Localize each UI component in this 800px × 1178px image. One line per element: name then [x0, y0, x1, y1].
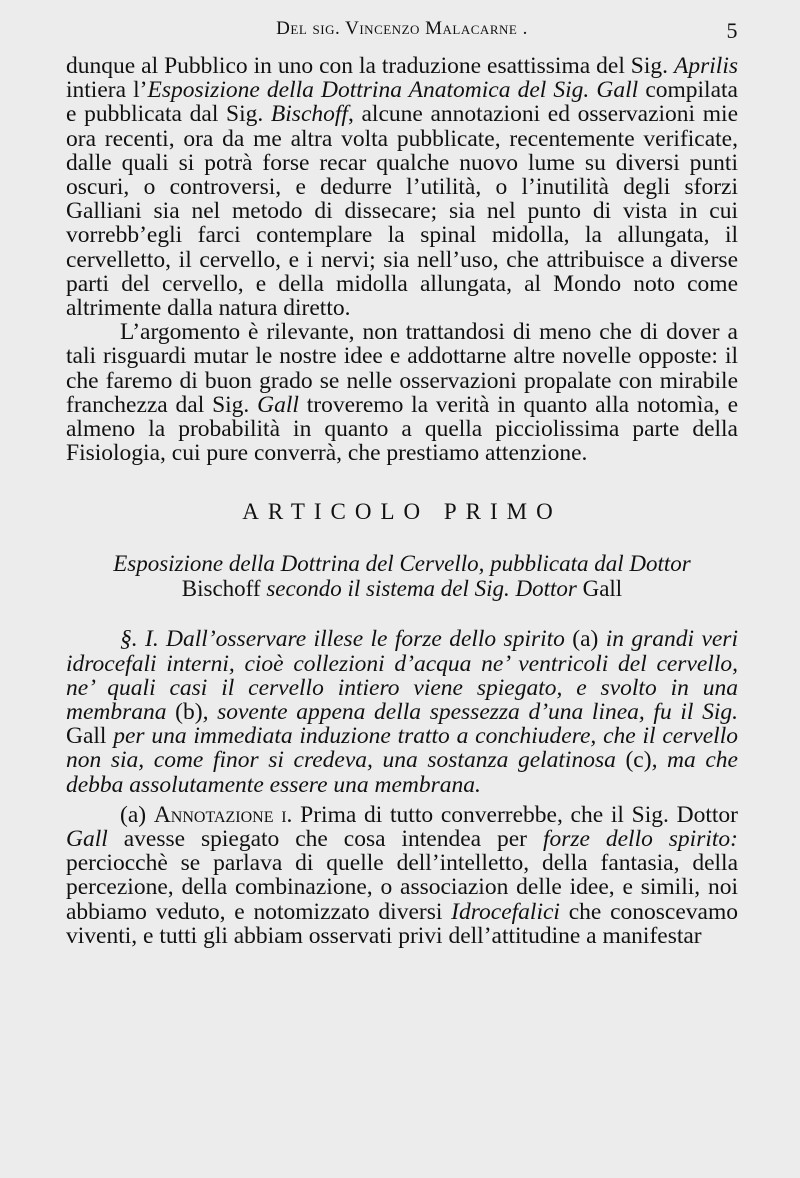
text-run: avesse spiegato che cosa intendea per: [107, 826, 543, 853]
italic-term: Idrocefalici: [451, 898, 560, 925]
name-gall: Gall: [66, 723, 107, 750]
text-run: dunque al Pubblico in uno con la traduzione esattissima del Sig.: [66, 53, 675, 79]
annotation-marker: (a): [120, 801, 154, 828]
subtitle-name-bischoff: Bischoff: [181, 576, 261, 602]
annotation-label: Annotazione i.: [153, 801, 293, 828]
page-number: 5: [726, 18, 738, 43]
running-title: Del sig. Vincenzo Malacarne .: [276, 18, 528, 39]
text-run: per una immediata induzione tratto a conchiudere, che il cervello non sia, come finor si credeva, una sostanza gelatinosa: [66, 723, 738, 774]
italic-name-aprilis: Aprilis: [674, 53, 738, 79]
intro-paragraph: [66, 54, 738, 320]
page-header: [66, 18, 738, 48]
subtitle-text: Esposizione della Dottrina del Cervello, pubblicata dal Dottor: [113, 551, 691, 577]
italic-name-bischoff: Bischoff: [270, 101, 348, 128]
footnote-ref-a: (a): [572, 626, 599, 653]
text-run: , alcune annotazioni ed osservazioni mie ora recenti, ora da me altra volta pubblicate, recentemente verificate, dalle quali si potrà forse recar qualche nuovo lume su diversi punti oscuri, o controversi, e dedurre l’utilità, o l’inutilità degli sforzi Galliani sia nel metodo di dissecare; sia nel punto di vista in cui vorrebb’egli farci contemplare la spinal midolla, la allungata, il cervelletto, il cervello, e i nervi; sia nell’uso, che attribuisce a diverse parti del cervello, e della midolla allungata, al Mondo noto come altrimente dalla natura diretto.: [66, 101, 738, 322]
text-run: compilata e pubblicata dal Sig.: [66, 77, 738, 128]
text-run: che conoscevamo viventi, e tutti gli abbiam osservati privi dell’attitudine a manifestar: [66, 898, 738, 949]
italic-phrase: forze dello spirito:: [542, 826, 738, 853]
text-run: troveremo la verità in quanto alla notomìa, e almeno la probabilità in quanto a quella picciolissima parte della Fisiologia, cui pure converrà, che prestiamo attenzione.: [66, 391, 738, 467]
second-paragraph: [66, 320, 738, 465]
article-heading: ARTICOLO PRIMO: [242, 499, 562, 525]
text-run: perciocchè se parlava di quelle dell’intelletto, della fantasia, della percezione, della combinazione, o associazion delle idee, e simili, noi abbiamo veduto, e notomizzato diversi: [66, 850, 738, 925]
italic-work-title: Esposizione della Dottrina Anatomica del Sig. Gall: [147, 77, 639, 104]
footnote-ref-c: (c): [625, 747, 652, 774]
footnote-ref-b: (b): [175, 699, 203, 726]
italic-name-gall: Gall: [257, 391, 299, 418]
text-run: in grandi veri idrocefali interni, cioè collezioni d’acqua ne’ ventricoli del cervello, ne’ quali casi il cervello intiero viene spiegato, e svolto in una membrana: [66, 626, 738, 726]
text-run: intiera l’: [66, 77, 148, 104]
text-run: §. I. Dall’osservare illese le forze dello spirito: [120, 626, 573, 653]
text-run: , sovente appena della spessezza d’una linea, fu il Sig.: [202, 699, 738, 726]
subtitle-name-gall: Gall: [582, 576, 623, 602]
annotation-paragraph: [66, 803, 738, 948]
subtitle-text: secondo il sistema del Sig. Dottor: [260, 576, 583, 602]
text-run: Prima di tutto converrebbe, che il Sig. Dottor: [292, 801, 738, 828]
italic-name-gall: Gall: [66, 826, 108, 853]
text-run: , ma che debba assolutamente essere una membrana.: [66, 747, 738, 798]
article-subtitle: [66, 551, 738, 601]
section-one-paragraph: [66, 627, 738, 796]
text-run: L’argomento è rilevante, non trattandosi di meno che di dover a tali risguardi mutar le nostre idee e addottarne altre novelle opposte: il che faremo di buon grado se nelle osservazioni propalate con mirabile franchezza dal Sig.: [66, 319, 738, 418]
